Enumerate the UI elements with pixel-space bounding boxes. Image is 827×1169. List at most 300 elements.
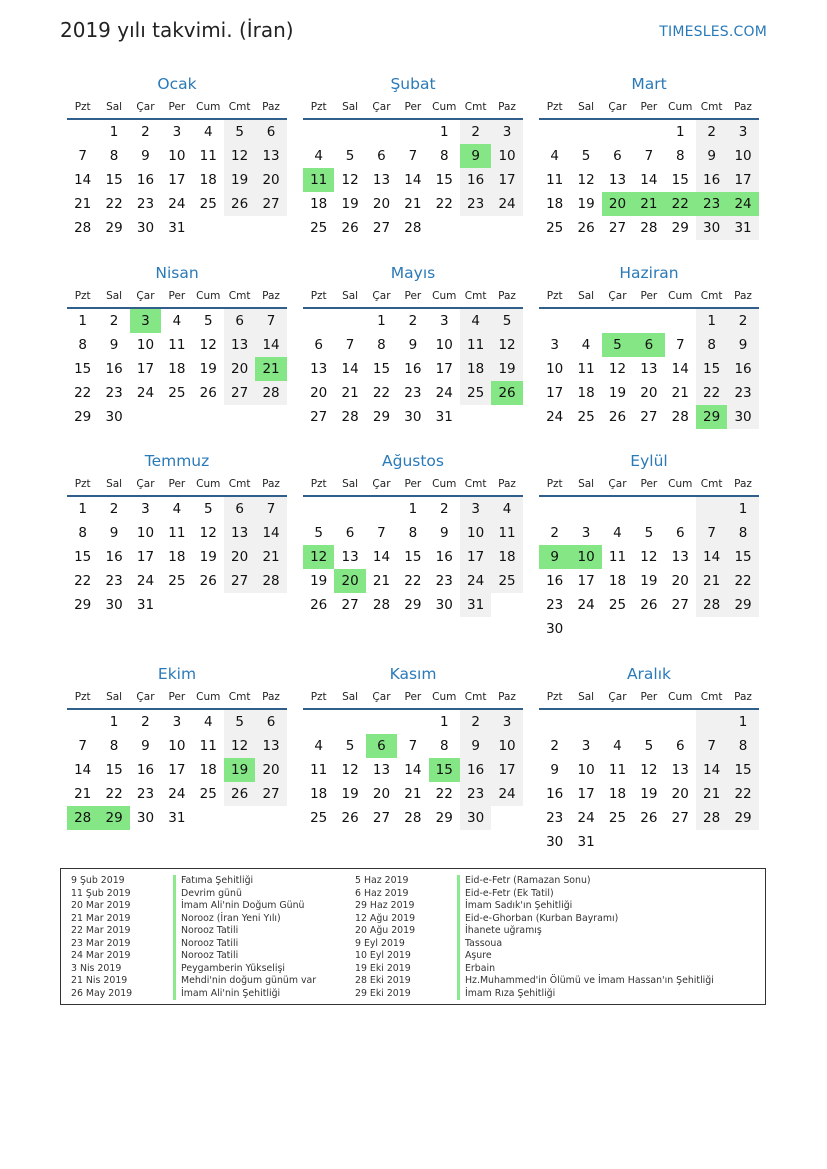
month-4 bbox=[67, 259, 287, 429]
day-cell: 20 bbox=[372, 196, 391, 212]
day-cell: 20 bbox=[224, 357, 255, 381]
weekday-label: Sal bbox=[342, 691, 359, 703]
day-cell: 16 bbox=[435, 549, 453, 565]
day-cell: 20 bbox=[671, 573, 689, 589]
weekday-label: Cum bbox=[668, 290, 693, 302]
weekday-label: Paz bbox=[262, 290, 280, 302]
holiday-day-cell: 3 bbox=[130, 309, 161, 333]
day-cell: 23 bbox=[105, 573, 123, 589]
day-cell: 4 bbox=[613, 525, 622, 541]
empty-cell bbox=[696, 710, 727, 734]
day-cell: 6 bbox=[314, 337, 323, 353]
day-cell: 30 bbox=[136, 810, 155, 826]
day-cell: 18 bbox=[168, 549, 186, 565]
day-cell: 2 bbox=[408, 313, 418, 329]
day-cell: 24 bbox=[136, 573, 155, 589]
legend-holiday-name: Fatıma Şehitliği bbox=[173, 875, 253, 888]
legend-date: 24 Mar 2019 bbox=[71, 950, 131, 961]
day-cell: 21 bbox=[255, 545, 286, 569]
day-cell: 14 bbox=[372, 549, 391, 565]
weekday-label: Per bbox=[168, 691, 186, 703]
weekday-label: Pzt bbox=[546, 691, 563, 703]
day-cell: 27 bbox=[671, 597, 689, 613]
weekday-label: Çar bbox=[608, 290, 627, 302]
legend-date: 6 Haz 2019 bbox=[355, 887, 409, 899]
day-cell: 13 bbox=[372, 762, 391, 778]
weekday-label: Pzt bbox=[74, 691, 91, 703]
day-cell: 17 bbox=[727, 168, 758, 192]
weekday-label: Çar bbox=[372, 691, 391, 703]
weekday-label: Pzt bbox=[310, 691, 327, 703]
empty-cell bbox=[334, 120, 365, 144]
day-cell: 4 bbox=[581, 337, 591, 353]
day-cell: 2 bbox=[727, 309, 758, 333]
day-cell: 3 bbox=[141, 501, 150, 517]
weekday-header bbox=[303, 98, 523, 120]
empty-cell bbox=[303, 710, 334, 734]
day-cell: 4 bbox=[203, 714, 213, 730]
weekday-header bbox=[67, 98, 287, 120]
day-cell: 6 bbox=[345, 525, 355, 541]
day-cell: 8 bbox=[727, 734, 758, 758]
day-cell: 27 bbox=[671, 810, 689, 826]
day-cell: 28 bbox=[696, 593, 727, 617]
day-cell: 28 bbox=[640, 220, 658, 236]
legend-date: 5 Haz 2019 bbox=[355, 875, 409, 886]
day-cell: 21 bbox=[74, 786, 92, 802]
day-cell: 28 bbox=[255, 569, 286, 593]
weekday-label: Pzt bbox=[74, 290, 91, 302]
weekday-header bbox=[67, 688, 287, 710]
day-cell: 1 bbox=[109, 714, 119, 730]
legend-holiday-name: Norooz Tatili bbox=[173, 938, 238, 951]
weekday-label: Çar bbox=[136, 691, 155, 703]
day-cell: 4 bbox=[550, 148, 559, 164]
day-cell: 11 bbox=[199, 738, 217, 754]
holiday-day-cell: 26 bbox=[491, 381, 522, 405]
empty-cell bbox=[334, 710, 365, 734]
day-grid bbox=[67, 710, 287, 830]
weekday-label: Cmt bbox=[464, 101, 487, 113]
legend-holiday-name: Devrim günü bbox=[173, 888, 242, 901]
empty-cell bbox=[366, 497, 397, 521]
day-cell: 2 bbox=[109, 501, 119, 517]
weekday-label: Paz bbox=[734, 101, 752, 113]
month-name: Nisan bbox=[155, 264, 199, 282]
day-cell: 26 bbox=[310, 597, 328, 613]
day-cell: 21 bbox=[404, 786, 422, 802]
month-10 bbox=[67, 660, 287, 830]
weekday-label: Paz bbox=[734, 478, 752, 490]
day-cell: 3 bbox=[491, 120, 522, 144]
month-12 bbox=[539, 660, 759, 854]
empty-cell bbox=[255, 216, 286, 240]
day-cell: 3 bbox=[439, 313, 449, 329]
day-cell: 5 bbox=[644, 738, 654, 754]
weekday-label: Cum bbox=[668, 478, 693, 490]
day-cell: 12 bbox=[224, 144, 255, 168]
weekday-label: Çar bbox=[608, 691, 627, 703]
day-cell: 24 bbox=[491, 782, 522, 806]
legend-holiday-name: Hz.Muhammed'in Ölümü ve İmam Hassan'ın Şehitliği bbox=[457, 975, 714, 988]
day-cell: 26 bbox=[224, 782, 255, 806]
day-cell: 18 bbox=[491, 545, 522, 569]
day-cell: 28 bbox=[74, 220, 92, 236]
month-name: Mart bbox=[631, 75, 667, 93]
day-cell: 1 bbox=[78, 501, 87, 517]
day-cell: 19 bbox=[199, 549, 217, 565]
day-cell: 17 bbox=[577, 786, 595, 802]
day-cell: 17 bbox=[491, 758, 522, 782]
day-cell: 25 bbox=[608, 810, 627, 826]
empty-cell bbox=[539, 497, 570, 521]
day-cell: 21 bbox=[341, 385, 359, 401]
legend-holiday-name: İhanete uğramış bbox=[457, 925, 542, 938]
day-cell: 23 bbox=[546, 597, 564, 613]
day-cell: 10 bbox=[491, 144, 522, 168]
day-cell: 3 bbox=[581, 525, 591, 541]
day-cell: 27 bbox=[640, 409, 658, 425]
weekday-label: Per bbox=[404, 290, 422, 302]
day-cell: 1 bbox=[727, 497, 758, 521]
day-cell: 7 bbox=[345, 337, 355, 353]
day-grid bbox=[303, 710, 523, 830]
day-cell: 15 bbox=[727, 758, 758, 782]
weekday-label: Sal bbox=[106, 101, 123, 113]
empty-cell bbox=[460, 216, 491, 240]
day-cell: 11 bbox=[491, 521, 522, 545]
day-cell: 12 bbox=[640, 762, 658, 778]
weekday-label: Cmt bbox=[228, 290, 251, 302]
month-name: Ekim bbox=[157, 665, 197, 683]
empty-cell bbox=[460, 405, 491, 429]
empty-cell bbox=[570, 710, 601, 734]
empty-cell bbox=[193, 405, 224, 429]
weekday-header bbox=[539, 98, 759, 120]
empty-cell bbox=[397, 710, 428, 734]
day-cell: 30 bbox=[460, 806, 491, 830]
weekday-label: Sal bbox=[106, 290, 123, 302]
holiday-legend bbox=[60, 868, 766, 1005]
day-cell: 23 bbox=[435, 573, 453, 589]
day-cell: 20 bbox=[372, 786, 391, 802]
weekday-label: Cum bbox=[196, 691, 221, 703]
empty-cell bbox=[570, 309, 601, 333]
legend-date: 22 Mar 2019 bbox=[71, 925, 131, 936]
day-cell: 15 bbox=[74, 361, 92, 377]
day-cell: 9 bbox=[141, 148, 150, 164]
empty-cell bbox=[161, 405, 192, 429]
weekday-label: Çar bbox=[136, 478, 155, 490]
month-name: Şubat bbox=[390, 75, 436, 93]
day-cell: 22 bbox=[105, 786, 123, 802]
day-cell: 13 bbox=[372, 172, 391, 188]
day-cell: 8 bbox=[439, 148, 449, 164]
holiday-day-cell: 22 bbox=[665, 192, 696, 216]
day-cell: 24 bbox=[546, 409, 564, 425]
weekday-label: Per bbox=[168, 290, 186, 302]
weekday-label: Pzt bbox=[310, 101, 327, 113]
weekday-header bbox=[539, 688, 759, 710]
weekday-label: Sal bbox=[578, 290, 595, 302]
weekday-label: Paz bbox=[498, 101, 516, 113]
legend-row bbox=[61, 900, 765, 913]
weekday-header bbox=[539, 287, 759, 309]
legend-holiday-name: Mehdi'nin doğum günüm var bbox=[173, 975, 316, 988]
day-cell: 21 bbox=[372, 573, 391, 589]
empty-cell bbox=[539, 710, 570, 734]
day-cell: 3 bbox=[550, 337, 559, 353]
day-cell: 1 bbox=[439, 714, 449, 730]
day-cell: 8 bbox=[78, 337, 87, 353]
day-cell: 3 bbox=[727, 120, 758, 144]
weekday-label: Paz bbox=[498, 691, 516, 703]
legend-date: 23 Mar 2019 bbox=[71, 937, 131, 949]
day-cell: 24 bbox=[460, 569, 491, 593]
legend-holiday-name: Erbain bbox=[457, 963, 495, 976]
legend-holiday-name: İmam Sadık'ın Şehitliği bbox=[457, 900, 572, 913]
empty-cell bbox=[334, 497, 365, 521]
legend-date: 3 Nis 2019 bbox=[71, 962, 122, 974]
month-name: Ağustos bbox=[382, 452, 444, 470]
day-cell: 25 bbox=[199, 196, 217, 212]
empty-cell bbox=[224, 806, 255, 830]
day-cell: 29 bbox=[372, 409, 391, 425]
day-cell: 1 bbox=[439, 124, 449, 140]
holiday-day-cell: 28 bbox=[67, 806, 98, 830]
day-cell: 17 bbox=[168, 172, 186, 188]
day-cell: 4 bbox=[314, 738, 323, 754]
day-cell: 25 bbox=[310, 810, 328, 826]
legend-row bbox=[61, 938, 765, 951]
day-cell: 17 bbox=[546, 385, 564, 401]
weekday-header bbox=[303, 475, 523, 497]
holiday-day-cell: 9 bbox=[539, 545, 570, 569]
day-cell: 5 bbox=[224, 710, 255, 734]
brand-logo[interactable]: TIMESLES.COM bbox=[659, 24, 767, 40]
day-cell: 30 bbox=[546, 834, 564, 850]
day-cell: 27 bbox=[372, 810, 391, 826]
day-cell: 6 bbox=[224, 309, 255, 333]
day-cell: 10 bbox=[491, 734, 522, 758]
day-cell: 18 bbox=[310, 786, 328, 802]
month-1 bbox=[67, 70, 287, 240]
day-cell: 10 bbox=[435, 337, 453, 353]
day-cell: 20 bbox=[310, 385, 328, 401]
day-cell: 22 bbox=[435, 786, 453, 802]
day-cell: 4 bbox=[491, 497, 522, 521]
day-cell: 1 bbox=[675, 124, 685, 140]
weekday-label: Cmt bbox=[464, 290, 487, 302]
day-cell: 24 bbox=[577, 597, 595, 613]
day-cell: 12 bbox=[577, 172, 595, 188]
day-cell: 16 bbox=[105, 549, 123, 565]
day-cell: 3 bbox=[581, 738, 591, 754]
day-cell: 30 bbox=[404, 409, 422, 425]
empty-cell bbox=[224, 405, 255, 429]
month-8 bbox=[303, 447, 523, 617]
day-cell: 1 bbox=[727, 710, 758, 734]
weekday-label: Per bbox=[168, 478, 186, 490]
weekday-label: Cmt bbox=[700, 290, 723, 302]
day-grid bbox=[539, 309, 759, 429]
day-cell: 30 bbox=[727, 405, 758, 429]
day-cell: 13 bbox=[255, 144, 286, 168]
empty-cell bbox=[130, 405, 161, 429]
weekday-label: Paz bbox=[734, 290, 752, 302]
day-cell: 14 bbox=[404, 762, 422, 778]
weekday-label: Cmt bbox=[700, 691, 723, 703]
weekday-label: Per bbox=[404, 478, 422, 490]
legend-row bbox=[61, 975, 765, 988]
day-cell: 17 bbox=[460, 545, 491, 569]
legend-holiday-name: Norooz Tatili bbox=[173, 925, 238, 938]
day-cell: 16 bbox=[727, 357, 758, 381]
day-cell: 12 bbox=[341, 762, 359, 778]
day-cell: 23 bbox=[460, 192, 491, 216]
weekday-label: Pzt bbox=[310, 478, 327, 490]
day-cell: 29 bbox=[74, 409, 92, 425]
empty-cell bbox=[696, 830, 727, 854]
empty-cell bbox=[334, 309, 365, 333]
day-cell: 30 bbox=[105, 597, 123, 613]
weekday-label: Cum bbox=[196, 478, 221, 490]
empty-cell bbox=[491, 593, 522, 617]
holiday-day-cell: 5 bbox=[602, 333, 633, 357]
day-cell: 25 bbox=[608, 597, 627, 613]
month-2 bbox=[303, 70, 523, 240]
day-cell: 11 bbox=[310, 762, 328, 778]
day-cell: 6 bbox=[255, 120, 286, 144]
empty-cell bbox=[633, 710, 664, 734]
weekday-label: Paz bbox=[734, 691, 752, 703]
empty-cell bbox=[696, 497, 727, 521]
day-cell: 20 bbox=[640, 385, 658, 401]
day-cell: 28 bbox=[671, 409, 689, 425]
day-cell: 22 bbox=[74, 385, 92, 401]
weekday-label: Per bbox=[640, 290, 658, 302]
empty-cell bbox=[602, 617, 633, 641]
day-cell: 30 bbox=[136, 220, 155, 236]
day-cell: 9 bbox=[696, 144, 727, 168]
legend-date: 19 Eki 2019 bbox=[355, 962, 411, 974]
day-cell: 20 bbox=[255, 758, 286, 782]
holiday-day-cell: 15 bbox=[429, 758, 460, 782]
empty-cell bbox=[255, 806, 286, 830]
holiday-day-cell: 29 bbox=[696, 405, 727, 429]
empty-cell bbox=[539, 309, 570, 333]
empty-cell bbox=[665, 710, 696, 734]
day-cell: 7 bbox=[408, 738, 418, 754]
empty-cell bbox=[602, 830, 633, 854]
day-cell: 25 bbox=[168, 573, 186, 589]
day-cell: 27 bbox=[372, 220, 391, 236]
day-cell: 12 bbox=[199, 525, 217, 541]
empty-cell bbox=[665, 617, 696, 641]
legend-holiday-name: Eid-e-Fetr (Ramazan Sonu) bbox=[457, 875, 591, 888]
day-cell: 24 bbox=[491, 192, 522, 216]
day-cell: 15 bbox=[404, 549, 422, 565]
day-cell: 6 bbox=[224, 497, 255, 521]
day-cell: 1 bbox=[377, 313, 386, 329]
legend-row bbox=[61, 913, 765, 926]
empty-cell bbox=[727, 617, 758, 641]
day-cell: 12 bbox=[608, 361, 627, 377]
empty-cell bbox=[193, 593, 224, 617]
day-cell: 26 bbox=[199, 573, 217, 589]
day-cell: 5 bbox=[345, 738, 355, 754]
weekday-label: Cmt bbox=[464, 478, 487, 490]
day-cell: 11 bbox=[577, 361, 595, 377]
day-cell: 28 bbox=[372, 597, 391, 613]
legend-holiday-name: İmam Rıza Şehitliği bbox=[457, 988, 555, 1001]
day-cell: 16 bbox=[105, 361, 123, 377]
day-cell: 16 bbox=[136, 762, 155, 778]
day-cell: 25 bbox=[310, 220, 328, 236]
day-cell: 17 bbox=[136, 361, 155, 377]
holiday-day-cell: 29 bbox=[98, 806, 129, 830]
day-cell: 19 bbox=[341, 786, 359, 802]
day-cell: 6 bbox=[613, 148, 622, 164]
day-cell: 22 bbox=[727, 782, 758, 806]
month-7 bbox=[67, 447, 287, 617]
day-cell: 31 bbox=[168, 220, 186, 236]
weekday-label: Çar bbox=[372, 290, 391, 302]
day-cell: 11 bbox=[199, 148, 217, 164]
day-cell: 9 bbox=[408, 337, 418, 353]
day-cell: 1 bbox=[109, 124, 119, 140]
empty-cell bbox=[665, 497, 696, 521]
day-cell: 1 bbox=[696, 309, 727, 333]
day-cell: 7 bbox=[377, 525, 386, 541]
day-grid bbox=[67, 309, 287, 429]
empty-cell bbox=[570, 120, 601, 144]
day-cell: 26 bbox=[341, 220, 359, 236]
weekday-label: Per bbox=[404, 691, 422, 703]
day-cell: 16 bbox=[404, 361, 422, 377]
day-cell: 11 bbox=[460, 333, 491, 357]
day-cell: 12 bbox=[341, 172, 359, 188]
day-cell: 5 bbox=[581, 148, 591, 164]
month-11 bbox=[303, 660, 523, 830]
month-name: Mayıs bbox=[390, 264, 436, 282]
empty-cell bbox=[161, 593, 192, 617]
legend-holiday-name: Peygamberin Yükselişi bbox=[173, 963, 285, 976]
day-cell: 8 bbox=[78, 525, 87, 541]
day-cell: 21 bbox=[696, 569, 727, 593]
day-cell: 9 bbox=[550, 762, 559, 778]
day-cell: 22 bbox=[74, 573, 92, 589]
day-cell: 17 bbox=[435, 361, 453, 377]
day-cell: 23 bbox=[546, 810, 564, 826]
day-cell: 2 bbox=[141, 124, 150, 140]
empty-cell bbox=[429, 216, 460, 240]
day-cell: 8 bbox=[696, 333, 727, 357]
day-cell: 6 bbox=[675, 738, 685, 754]
day-cell: 14 bbox=[696, 758, 727, 782]
day-cell: 5 bbox=[644, 525, 654, 541]
day-grid bbox=[539, 710, 759, 854]
day-cell: 13 bbox=[341, 549, 359, 565]
weekday-label: Pzt bbox=[546, 290, 563, 302]
day-cell: 19 bbox=[341, 196, 359, 212]
day-cell: 10 bbox=[577, 762, 595, 778]
day-cell: 15 bbox=[74, 549, 92, 565]
day-cell: 15 bbox=[105, 172, 123, 188]
day-cell: 20 bbox=[671, 786, 689, 802]
day-cell: 4 bbox=[460, 309, 491, 333]
legend-holiday-name: Norooz (İran Yeni Yılı) bbox=[173, 913, 281, 926]
